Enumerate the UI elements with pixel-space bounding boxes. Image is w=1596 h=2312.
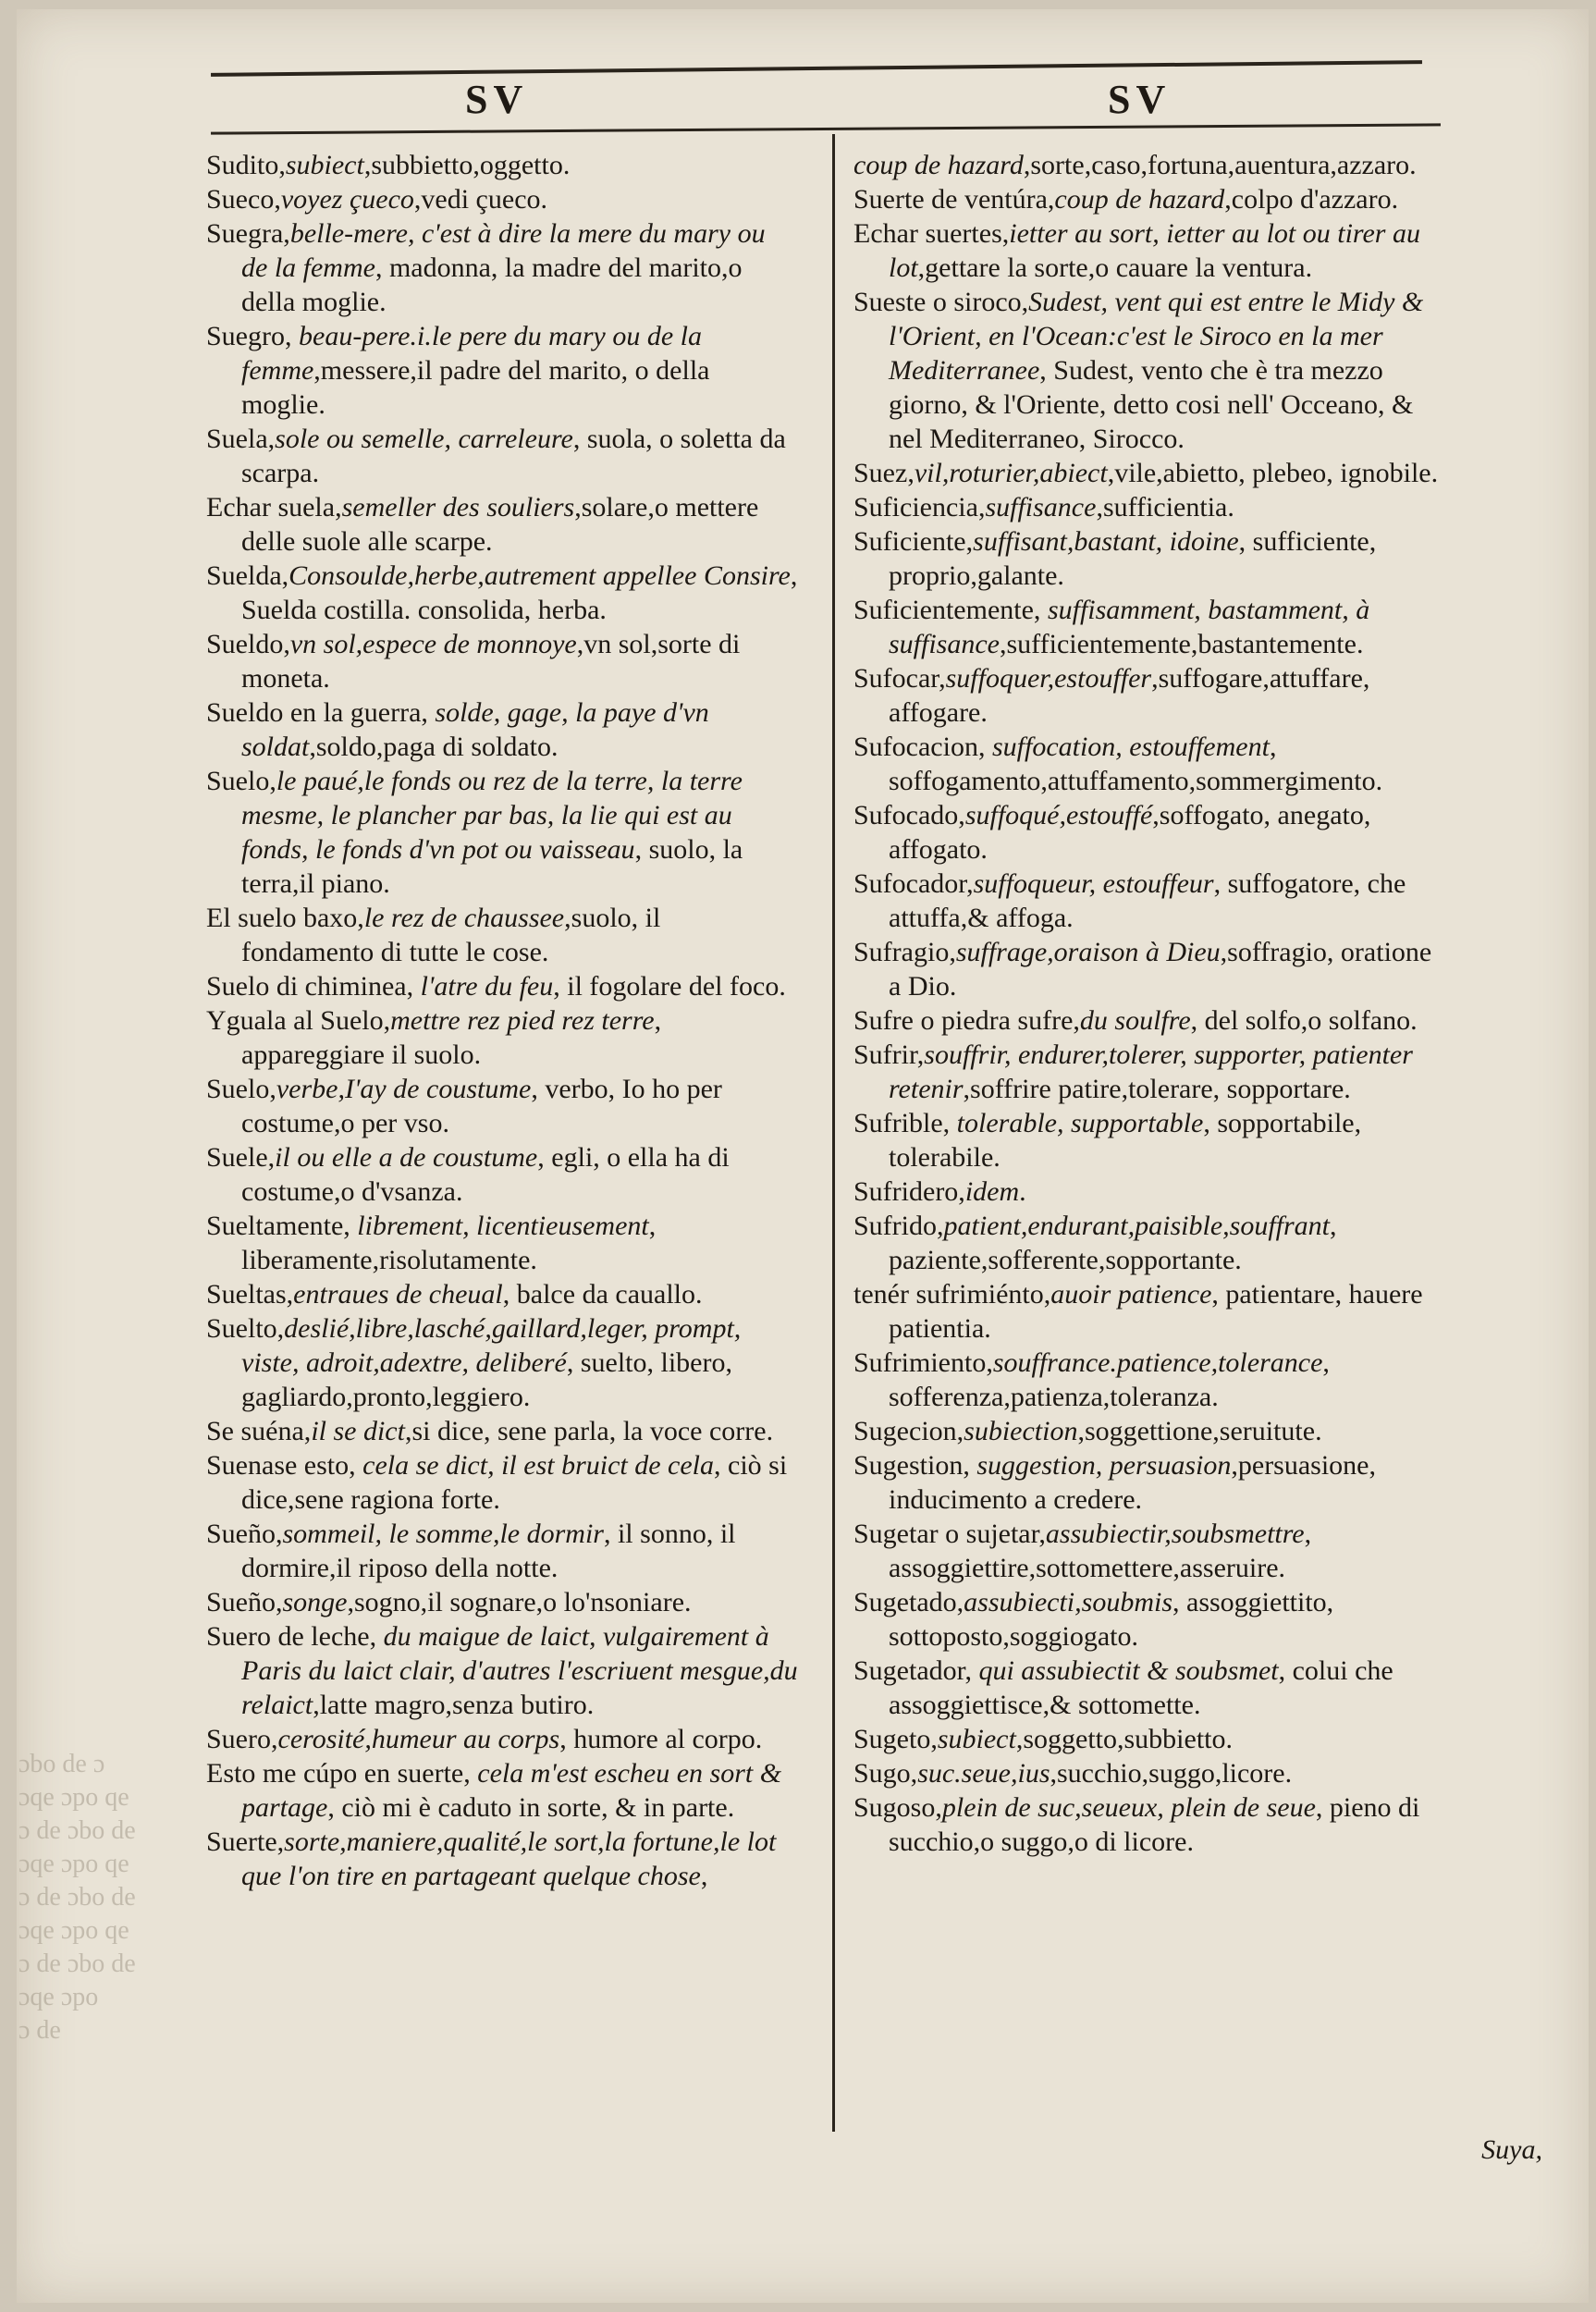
dictionary-entry: coup de hazard,sorte,caso,fortuna,auentura,azzaro.	[853, 150, 1417, 180]
column-divider	[832, 134, 835, 2132]
dictionary-entry: tenér sufrimiénto,auoir patience, patientare, hauere patientia.	[853, 1279, 1423, 1344]
dictionary-entry: Sueco,voyez çueco,vedi çueco.	[206, 184, 548, 215]
show-through-line: ɔqe ɔpo	[18, 1983, 99, 2011]
show-through-line: ɔ de ɔbo de	[18, 1949, 136, 1978]
show-through-text	[18, 1748, 203, 2099]
dictionary-entry: Sufocador,suffoqueur, estouffeur, suffogatore, che attuffa,& affoga.	[853, 868, 1406, 933]
dictionary-entry: Sufrible, tolerable, supportable, sopportabile, tolerabile.	[853, 1108, 1362, 1173]
dictionary-entry: Sufocacion, suffocation, estouffement, soffogamento,attuffamento,sommergimento.	[853, 732, 1383, 796]
dictionary-entry: Echar suela,semeller des souliers,solare,o mettere delle suole alle scarpe.	[206, 492, 759, 557]
dictionary-entry: Sufrido,patient,endurant,paisible,souffrant, paziente,sofferente,sopportante.	[853, 1211, 1337, 1275]
running-head-right: SV	[1108, 77, 1172, 122]
dictionary-entry: Sufocar,suffoquer,estouffer,suffogare,attuffare, affogare.	[853, 663, 1370, 728]
show-through-line: ɔqe ɔpo qe	[18, 1850, 129, 1878]
dictionary-entry: Suegro, beau-pere.i.le pere du mary ou de la femme,messere,il padre del marito, o della moglie.	[206, 321, 710, 420]
dictionary-entry: Suelto,deslié,libre,lasché,gaillard,leger, prompt, viste, adroit,adextre, deliberé, suelto, libero, gagliardo,pronto,leggiero.	[206, 1313, 742, 1412]
dictionary-entry: Sueño,sommeil, le somme,le dormir, il sonno, il dormire,il riposo della notte.	[206, 1519, 736, 1583]
dictionary-entry: Sueldo en la guerra, solde, gage, la paye d'vn soldat,soldo,paga di soldato.	[206, 697, 709, 762]
show-through-line: ɔqe ɔpo qe	[18, 1783, 129, 1812]
show-through-line: ɔqe ɔpo qe	[18, 1916, 129, 1945]
dictionary-entry: Suelo di chiminea, l'atre du feu, il fogolare del foco.	[206, 971, 786, 1002]
dictionary-entry: Echar suertes,ietter au sort, ietter au lot ou tirer au lot,gettare la sorte,o cauare la ventura.	[853, 218, 1420, 283]
dictionary-entry: Sueño,songe,sogno,il sognare,o lo'nsoniare.	[206, 1587, 692, 1617]
book-page	[17, 9, 1589, 2303]
dictionary-entry: Sugoso,plein de suc,seueux, plein de seue, pieno di succhio,o suggo,o di licore.	[853, 1792, 1420, 1857]
dictionary-entry: Suficientemente, suffisamment, bastamment, à suffisance,sufficientemente,bastantemente.	[853, 595, 1370, 659]
header-rule	[211, 123, 1441, 134]
dictionary-entry: Suero de leche, du maigue de laict, vulgairement à Paris du laict clair, d'autres l'escriuent mesgue,du relaict,latte magro,senza butiro.	[206, 1621, 798, 1720]
catchword: Suya,	[1481, 2134, 1542, 2165]
running-head-left: SV	[465, 77, 529, 122]
show-through-line: ɔ de ɔbo de	[18, 1883, 136, 1912]
dictionary-entry: Yguala al Suelo,mettre rez pied rez terre, appareggiare il suolo.	[206, 1005, 662, 1070]
show-through-line: ɔbo de ɔ	[18, 1750, 105, 1778]
dictionary-entry: Sudito,subiect,subbietto,oggetto.	[206, 150, 571, 180]
dictionary-entry: Suele,il ou elle a de coustume, egli, o ella ha di costume,o d'vsanza.	[206, 1142, 730, 1207]
left-column	[206, 148, 798, 1893]
dictionary-entry: Suez,vil,roturier,abiect,vile,abietto, plebeo, ignobile.	[853, 458, 1439, 488]
dictionary-entry: Suelo,verbe,I'ay de coustume, verbo, Io ho per costume,o per vso.	[206, 1074, 722, 1138]
dictionary-entry: El suelo baxo,le rez de chaussee,suolo, il fondamento di tutte le cose.	[206, 903, 661, 967]
dictionary-entry: Sugestion, suggestion, persuasion,persuasione, inducimento a credere.	[853, 1450, 1376, 1515]
dictionary-entry: Sugetador, qui assubiectit & soubsmet, colui che assoggiettisce,& sottomette.	[853, 1655, 1393, 1720]
dictionary-entry: Sufocado,suffoqué,estouffé,soffogato, anegato, affogato.	[853, 800, 1371, 865]
dictionary-entry: Sufragio,suffrage,oraison à Dieu,soffragio, oratione a Dio.	[853, 937, 1432, 1002]
show-through-line: ɔ de	[18, 2016, 61, 2045]
dictionary-entry: Sufrimiento,souffrance.patience,tolerance, sofferenza,patienza,toleranza.	[853, 1347, 1330, 1412]
top-rule	[211, 60, 1422, 77]
dictionary-entry: Sugecion,subiection,soggettione,seruitute.	[853, 1416, 1322, 1446]
dictionary-entry: Suela,sole ou semelle, carreleure, suola, o soletta da scarpa.	[206, 424, 786, 488]
dictionary-entry: Suelda,Consoulde,herbe,autrement appellee Consire, Suelda costilla. consolida, herba.	[206, 560, 798, 625]
dictionary-entry: Suenase esto, cela se dict, il est bruict de cela, ciò si dice,sene ragiona forte.	[206, 1450, 788, 1515]
dictionary-entry: Suegra,belle-mere, c'est à dire la mere du mary ou de la femme, madonna, la madre del marito,o della moglie.	[206, 218, 766, 317]
dictionary-entry: Suficiencia,suffisance,sufficientia.	[853, 492, 1234, 523]
dictionary-entry: Sugetado,assubiecti,soubmis, assoggiettito, sottoposto,soggiogato.	[853, 1587, 1334, 1652]
dictionary-entry: Sueltas,entraues de cheual, balce da cauallo.	[206, 1279, 703, 1310]
show-through-line: ɔ de ɔbo de	[18, 1816, 136, 1845]
dictionary-entry: Suficiente,suffisant,bastant, idoine, sufficiente, proprio,galante.	[853, 526, 1377, 591]
dictionary-entry: Sueltamente, librement, licentieusement, liberamente,risolutamente.	[206, 1211, 657, 1275]
dictionary-entry: Sufre o piedra sufre,du soulfre, del solfo,o solfano.	[853, 1005, 1418, 1036]
dictionary-entry: Sueste o siroco,Sudest, vent qui est entre le Midy & l'Orient, en l'Ocean:c'est le Siroco en la mer Mediterranee, Sudest, vento che è tra mezzo giorno, & l'Oriente, detto cosi nell' Occeano, & nel Mediterraneo, Sirocco.	[853, 287, 1424, 454]
dictionary-entry: Sugo,suc.seue,ius,succhio,suggo,licore.	[853, 1758, 1293, 1789]
dictionary-entry: Se suéna,il se dict,si dice, sene parla, la voce corre.	[206, 1416, 774, 1446]
dictionary-entry: Sueldo,vn sol,espece de monnoye,vn sol,sorte di moneta.	[206, 629, 741, 694]
dictionary-entry: Sugetar o sujetar,assubiectir,soubsmettre, assoggiettire,sottomettere,asseruire.	[853, 1519, 1312, 1583]
dictionary-entry: Suero,cerosité,humeur au corps, humore al corpo.	[206, 1724, 763, 1754]
dictionary-entry: Suelo,le paué,le fonds ou rez de la terre, la terre mesme, le plancher par bas, la lie qui est au fonds, le fonds d'vn pot ou vaisseau, suolo, la terra,il piano.	[206, 766, 743, 899]
dictionary-entry: Suerte de ventúra,coup de hazard,colpo d'azzaro.	[853, 184, 1399, 215]
dictionary-entry: Suerte,sorte,maniere,qualité,le sort,la fortune,le lot que l'on tire en partageant quelque chose,	[206, 1826, 777, 1891]
dictionary-entry: Sufridero,idem.	[853, 1176, 1026, 1207]
dictionary-entry: Esto me cúpo en suerte, cela m'est escheu en sort & partage, ciò mi è caduto in sorte, & in parte.	[206, 1758, 782, 1823]
dictionary-entry: Sugeto,subiect,soggetto,subbietto.	[853, 1724, 1233, 1754]
dictionary-entry: Sufrir,souffrir, endurer,tolerer, supporter, patienter retenir,soffrire patire,tolerare, sopportare.	[853, 1039, 1413, 1104]
right-column	[853, 148, 1445, 1859]
